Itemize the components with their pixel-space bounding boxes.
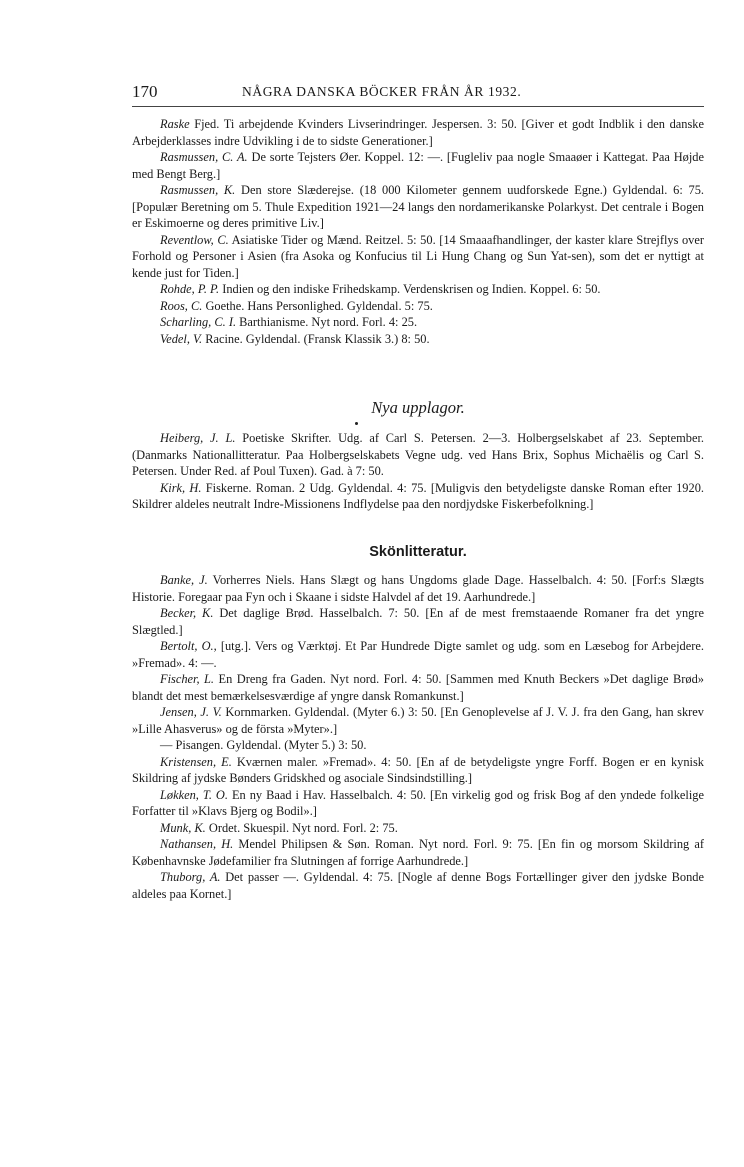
entry-text: Indien og den indiske Frihedskamp. Verdenskrisen og Indien. Koppel. 6: 50. [219, 282, 601, 296]
entry-text: Det passer —. Gyldendal. 4: 75. [Nogle af denne Bogs Fortællinger giver den jydske Bonde aldeles paa Kornet.] [132, 870, 704, 901]
entry-text: Kværnen maler. »Fremad». 4: 50. [En af de betydeligste yngre Forff. Bogen er en kynisk Skildring af jydske Bønders Gridskhed og asociale Sindsindstilling.] [132, 754, 704, 785]
entry-text: Fjed. Ti arbejdende Kvinders Livserindringer. Jespersen. 3: 50. [Giver et godt Indblik i den danske Arbejderklasses indre Udvikling i de to sidste Generationer.] [132, 117, 704, 148]
running-title: NÅGRA DANSKA BÖCKER FRÅN ÅR 1932. [242, 84, 522, 99]
bibliography-entry [132, 671, 704, 704]
entry-list-nonfiction [132, 116, 704, 347]
entry-text: Den store Slæderejse. (18 000 Kilometer gennem uudforskede Egne.) Gyldendal. 6: 75. [Populær Beretning om 5. Thule Expedition 1921—24 langs den nordamerikanske Polarkyst. Det centrale i Bogen er Eskimoerne og deres primitive Liv.] [132, 183, 704, 230]
entry-text: Fiskerne. Roman. 2 Udg. Gyldendal. 4: 75. [Muligvis den betydeligste danske Roman efter 1920. Skildrer aldeles neutralt Indre-Missionens Indflydelse paa den nordjydske Fiskerbefolkning.] [132, 480, 704, 511]
entry-text: En Dreng fra Gaden. Nyt nord. Forl. 4: 50. [Sammen med Knuth Beckers »Det daglige Brød» blandt det mest bemærkelsesværdige af yngre dansk Romankunst.] [132, 672, 704, 703]
entry-author: Heiberg, J. L. [160, 431, 236, 445]
entry-text: — Pisangen. Gyldendal. (Myter 5.) 3: 50. [160, 738, 367, 752]
entry-text: Asiatiske Tider og Mænd. Reitzel. 5: 50. [14 Smaaafhandlinger, der kaster klare Strejflys over Forhold og Personer i Asien (fra Asoka og Konfucius til Li Hung Chang og Sun Yat-sen), som det er nyttigt at kende just for Tiden.] [132, 232, 704, 280]
bibliography-entry [132, 116, 704, 149]
entry-author: Kristensen, E. [160, 754, 232, 769]
bibliography-entry [132, 605, 704, 638]
entry-author: Roos, C. [160, 298, 203, 313]
entry-author: Raske [160, 117, 190, 131]
entry-author: Vedel, V. [160, 331, 203, 346]
bibliography-entry [132, 149, 704, 182]
entry-text: Poetiske Skrifter. Udg. af Carl S. Petersen. 2—3. Holbergselskabet af 23. September. (Danmarks Nationallitteratur. Paa Holbergselskabets Vegne udg. ved Hans Brix, Sophus Michaëlis og Carl S. Petersen. Under Red. af Poul Tuxen). Gad. à 7: 50. [132, 431, 704, 478]
bibliography-entry [132, 836, 704, 869]
bibliography-entry [132, 737, 704, 754]
bibliography-entry [132, 572, 704, 605]
entry-author: Rasmussen, K. [160, 183, 236, 197]
entry-text: Barthianisme. Nyt nord. Forl. 4: 25. [236, 315, 418, 329]
bibliography-entry [132, 787, 704, 820]
entry-list-fiction [132, 572, 704, 902]
bibliography-entry [132, 430, 704, 480]
entry-text: [utg.]. Vers og Værktøj. Et Par Hundrede Digte samlet og udg. som en Læsebog for Arbejdere. »Fremad». 4: —. [132, 639, 704, 670]
entry-author: Løkken, T. O. [160, 787, 228, 802]
entry-author: Rohde, P. P. [160, 282, 220, 296]
entry-author: Reventlow, C. [160, 232, 229, 247]
bibliography-entry [132, 480, 704, 513]
page-header [132, 82, 704, 106]
bullet-mark [355, 422, 358, 425]
entry-author: Rasmussen, C. A. [160, 150, 248, 164]
entry-text: Goethe. Hans Personlighed. Gyldendal. 5: 75. [202, 298, 433, 313]
entry-text: Kornmarken. Gyldendal. (Myter 6.) 3: 50. [En Genoplevelse af J. V. J. fra den Gang, han skrev »Lille Ahasverus» og de första »Myter».] [132, 705, 704, 736]
bibliography-entry [132, 298, 704, 315]
header-rule [132, 106, 704, 107]
entry-author: Scharling, C. I. [160, 315, 237, 329]
page-number: 170 [132, 82, 158, 101]
entry-text: Vorherres Niels. Hans Slægt og hans Ungdoms glade Dage. Hasselbalch. 4: 50. [Forf:s Slægts Historie. Foregaar paa Fyn och i Skaane i sidste Halvdel af det 19. Aarhundrede.] [132, 573, 704, 604]
bibliography-entry [132, 182, 704, 232]
bibliography-entry [132, 331, 704, 348]
entry-author: Thuborg, A. [160, 870, 221, 884]
entry-text: Det daglige Brød. Hasselbalch. 7: 50. [En af de mest fremstaaende Romaner fra det yngre Slægtled.] [132, 606, 705, 637]
entry-author: Bertolt, O., [160, 639, 217, 653]
entry-author: Munk, K. [160, 820, 206, 835]
section-heading-skonlitteratur: Skönlitteratur. [369, 544, 467, 560]
entry-author: Fischer, L. [160, 672, 215, 686]
entry-list-new-editions [132, 430, 704, 513]
entry-text: En ny Baad i Hav. Hasselbalch. 4: 50. [En virkelig god og frisk Bog af den yndede folkelige Forfatter til »Klavs Bjerg og Bodil».] [132, 787, 704, 818]
entry-author: Becker, K. [160, 606, 214, 620]
entry-author: Kirk, H. [160, 480, 202, 495]
bibliography-entry [132, 754, 704, 787]
entry-text: Mendel Philipsen & Søn. Roman. Nyt nord. Forl. 9: 75. [En fin og morsom Skildring af Københavnske Jødefamilier fra Slutningen af forrige Aarhundrede.] [132, 837, 705, 868]
bibliography-entry [132, 281, 704, 298]
entry-author: Banke, J. [160, 573, 208, 587]
bibliography-entry [132, 314, 704, 331]
bibliography-entry [132, 820, 704, 837]
entry-author: Jensen, J. V. [160, 705, 222, 719]
entry-text: Racine. Gyldendal. (Fransk Klassik 3.) 8: 50. [202, 331, 430, 346]
bibliography-entry [132, 704, 704, 737]
section-heading-nya-upplagor: Nya upplagor. [371, 398, 465, 417]
entry-author: Nathansen, H. [160, 837, 234, 851]
bibliography-entry [132, 232, 704, 282]
bibliography-entry [132, 869, 704, 902]
entry-text: Ordet. Skuespil. Nyt nord. Forl. 2: 75. [205, 820, 398, 835]
entry-text: De sorte Tejsters Øer. Koppel. 12: —. [Fugleliv paa nogle Smaaøer i Kattegat. Paa Højde med Bengt Berg.] [132, 150, 704, 181]
bibliography-entry [132, 638, 704, 671]
